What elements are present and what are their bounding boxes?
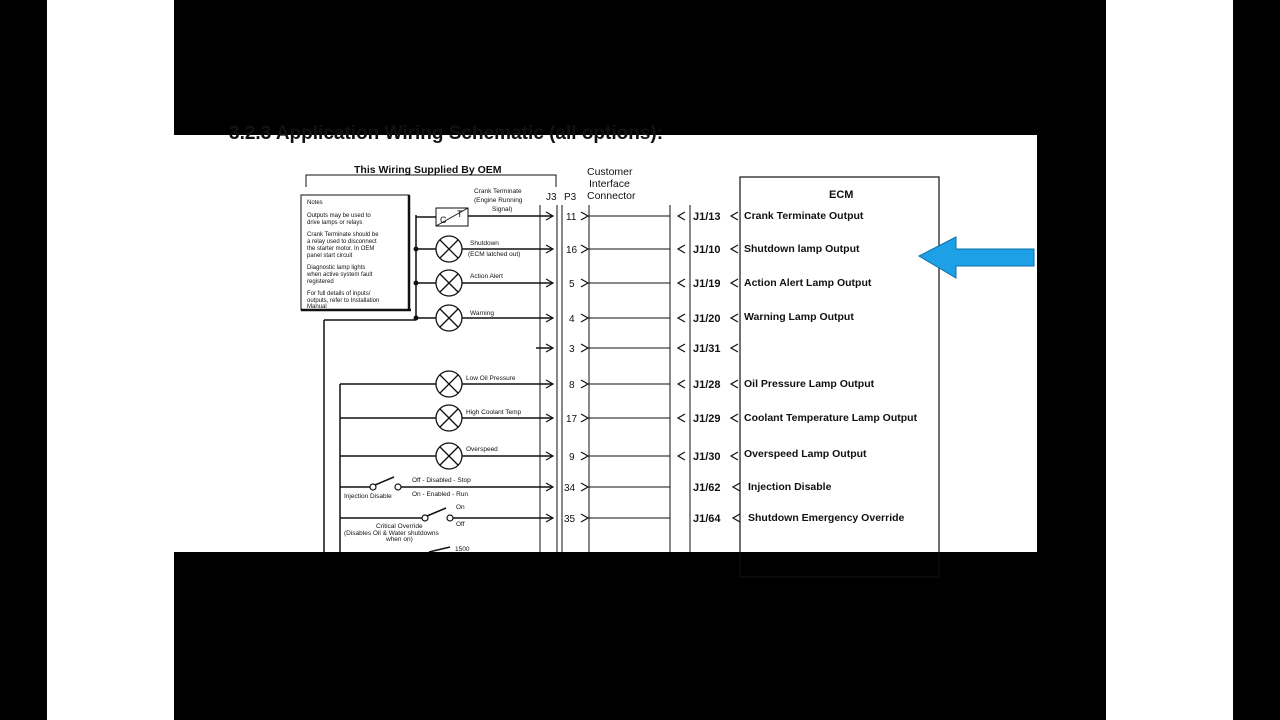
critical-override-switch-icon [422, 508, 453, 521]
ecm-pin-label: J1/30 [693, 451, 721, 463]
pin-number: 5 [569, 279, 575, 290]
notes-line: Diagnostic lamp lights [307, 265, 366, 271]
ecm-signal-label: Shutdown Emergency Override [748, 512, 905, 524]
low-oil-pressure-lamp-icon [436, 371, 462, 397]
notes-line: Outputs may be used to [307, 213, 371, 219]
lamp-label: High Coolant Temp [466, 409, 522, 416]
notes-line: registered [307, 279, 334, 285]
notes-title: Notes [307, 200, 323, 206]
svg-text:C: C [440, 215, 447, 225]
pin-number: 35 [564, 514, 576, 525]
notes-line: panel start circuit [307, 253, 353, 259]
ecm-signal-label: Crank Terminate Output [744, 210, 864, 222]
pin-number: 9 [569, 452, 575, 463]
ecm-pin-label: J1/62 [693, 482, 721, 494]
switch-sub-label: when on) [386, 536, 413, 543]
ecm-signal-label: Warning Lamp Output [744, 311, 854, 323]
blue-pointer-arrow-icon [919, 237, 1034, 278]
overspeed-lamp-icon [436, 443, 462, 469]
crank-device-label: Signal) [492, 206, 513, 213]
notes-line: when active system fault [307, 272, 373, 278]
lamp-label: Overspeed [466, 446, 498, 453]
notes-line: a relay used to disconnect [307, 239, 377, 245]
ecm-pin-label: J1/10 [693, 244, 721, 256]
lamp-label: Warning [470, 310, 494, 317]
left-letterbox-white [47, 0, 174, 720]
ecm-pin-label: J1/64 [693, 513, 721, 525]
oem-header: This Wiring Supplied By OEM [354, 164, 502, 176]
ecm-signal-label: Injection Disable [748, 481, 832, 493]
ecm-pin-label: J1/29 [693, 413, 721, 425]
injection-disable-switch-icon [370, 477, 401, 490]
pin-number: 8 [569, 380, 575, 391]
ecm-signal-label: Shutdown lamp Output [744, 243, 860, 255]
p3-label: P3 [564, 192, 577, 203]
connector-header-line1: Customer [587, 166, 633, 178]
shutdown-lamp-icon [436, 236, 462, 262]
switch-label: Critical Override [376, 523, 423, 530]
ecm-pin-label: J1/13 [693, 211, 721, 223]
warning-lamp-icon [436, 305, 462, 331]
switch-state-label: On [456, 504, 465, 511]
high-coolant-temp-lamp-icon [436, 405, 462, 431]
notes-line: Manual [307, 304, 327, 310]
lamp-label: Action Alert [470, 273, 503, 280]
ecm-signal-label: Action Alert Lamp Output [744, 277, 872, 289]
ecm-pin-label: J1/19 [693, 278, 721, 290]
ecm-label: ECM [829, 189, 854, 201]
right-letterbox-white [1106, 0, 1233, 720]
pin-number: 4 [569, 314, 575, 325]
connector-header-line3: Connector [587, 190, 636, 202]
notes-line: drive lamps or relays [307, 220, 363, 226]
ecm-pin-label: J1/20 [693, 313, 721, 325]
ecm-signal-label: Overspeed Lamp Output [744, 448, 867, 460]
ecm-signal-label: Coolant Temperature Lamp Output [744, 412, 918, 424]
ecm-pin-label: J1/28 [693, 379, 721, 391]
pin-number: 3 [569, 344, 575, 355]
connector-header-line2: Interface [589, 178, 630, 190]
action-alert-lamp-icon [436, 270, 462, 296]
pin-number: 16 [566, 245, 578, 256]
page-heading: 3.2.3 Application Wiring Schematic (all options): [229, 123, 664, 144]
svg-text:T: T [457, 209, 463, 219]
schematic-document [174, 123, 1037, 553]
lamp-label: Low Oil Pressure [466, 375, 516, 382]
ecm-pin-label: J1/31 [693, 343, 721, 355]
switch-state-label: Off - Disabled - Stop [412, 477, 471, 484]
switch-state-label: Off [456, 521, 465, 528]
crank-device-label: Crank Terminate [474, 188, 522, 195]
ecm-signal-label: Oil Pressure Lamp Output [744, 378, 875, 390]
crank-device-label: (Engine Running [474, 197, 523, 204]
j3-label: J3 [546, 192, 557, 203]
wiring-schematic [174, 123, 1037, 553]
switch-label: Injection Disable [344, 493, 392, 500]
crank-relay-symbol [416, 208, 468, 226]
switch-state-label: On - Enabled - Run [412, 491, 469, 498]
pin-number: 34 [564, 483, 576, 494]
cut-label: 1500 [455, 546, 470, 553]
switch-sub-label: (Disables Oil & Water shutdowns [344, 530, 439, 537]
notes-line: For full details of inputs/ [307, 291, 371, 297]
notes-line: outputs, refer to Installation [307, 298, 380, 304]
pin-number: 11 [566, 212, 577, 223]
notes-line: the starter motor. In OEM [307, 246, 375, 252]
pin-number: 17 [566, 414, 578, 425]
notes-line: Crank Terminate should be [307, 232, 379, 238]
lamp-label: (ECM latched out) [468, 251, 521, 258]
lamp-label: Shutdown [470, 240, 499, 247]
